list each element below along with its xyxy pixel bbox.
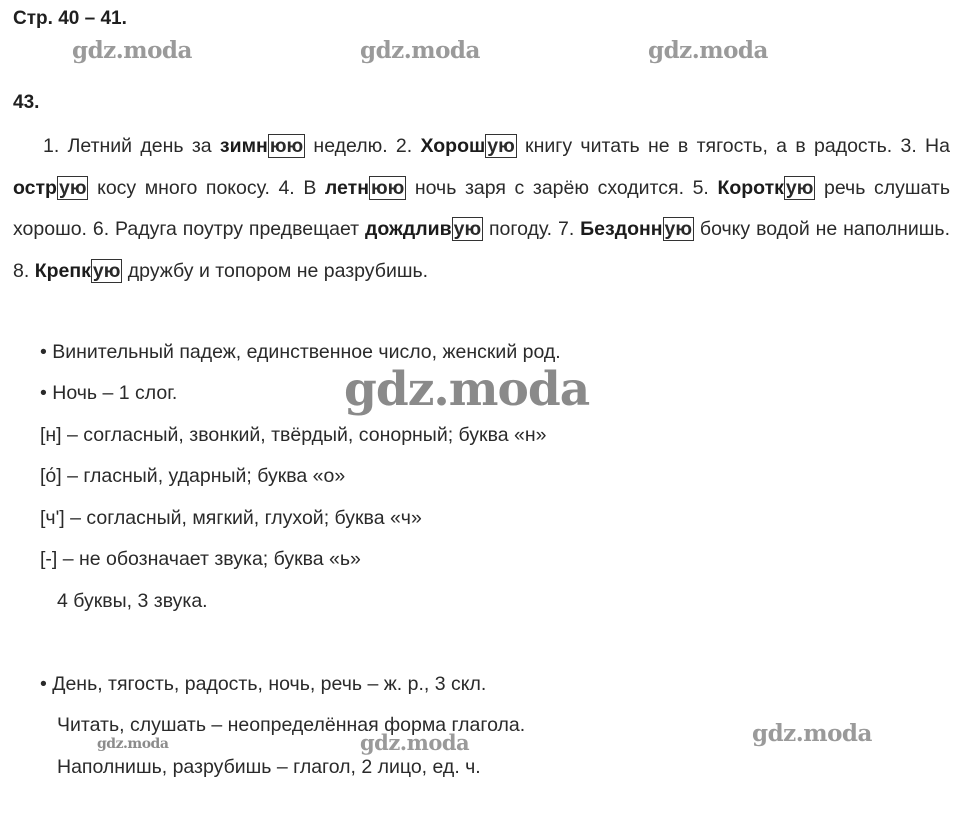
adjective-ending-box: юю	[269, 135, 304, 157]
adjective-ending-box: ую	[453, 218, 482, 240]
watermark: gdz.moda	[360, 730, 470, 755]
adjective-stem: Бездонн	[580, 218, 663, 240]
exercise-text	[13, 126, 950, 292]
adjective-stem: зимн	[219, 135, 268, 157]
adjective-stem: остр	[13, 176, 57, 199]
sentence-text: дружбу и топором не разрубишь.	[122, 259, 429, 282]
adjective-ending-box: ую	[58, 176, 87, 199]
adjective-ending-box: ую	[785, 176, 814, 199]
sentence-text: погоду. 7.	[483, 218, 581, 240]
sentence-text: книгу читать не в тягость, а в радость. 3. На	[516, 135, 950, 157]
note-line: [-] – не обозначает звука; буква «ь»	[40, 548, 361, 570]
sentence-text: неделю. 2.	[305, 135, 421, 157]
adjective-stem: Крепк	[34, 259, 91, 282]
note-line: Читать, слушать – неопределённая форма глагола.	[57, 714, 526, 736]
sentence-text: ночь заря с зарёю сходится. 5.	[406, 176, 718, 199]
watermark: gdz.moda	[360, 37, 480, 64]
task-number: 43.	[13, 92, 40, 113]
adjective-ending-box: юю	[370, 176, 405, 199]
note-line: • Винительный падеж, единственное число, женский род.	[40, 341, 561, 363]
adjective-stem: дождлив	[365, 218, 452, 240]
note-line: • Ночь – 1 слог.	[40, 382, 178, 404]
watermark-large: gdz.moda	[344, 362, 590, 417]
note-line: 4 буквы, 3 звука.	[57, 590, 208, 612]
sentence-text: бочку водой не наполнишь. 8.	[13, 218, 950, 282]
sentence-text: косу много покосу. 4. В	[88, 176, 325, 199]
watermark: gdz.moda	[72, 37, 192, 64]
note-line: Наполнишь, разрубишь – глагол, 2 лицо, ед. ч.	[57, 756, 481, 778]
adjective-stem: летн	[324, 176, 369, 199]
adjective-ending-box: ую	[664, 218, 693, 240]
note-line: [о́] – гласный, ударный; буква «о»	[40, 465, 346, 487]
watermark: gdz.moda	[752, 720, 872, 747]
note-line: [н] – согласный, звонкий, твёрдый, сонорный; буква «н»	[40, 424, 547, 446]
adjective-ending-box: ую	[92, 259, 121, 282]
adjective-stem: Хорош	[420, 135, 486, 157]
adjective-stem: Коротк	[717, 176, 784, 199]
adjective-ending-box: ую	[487, 135, 515, 157]
watermark: gdz.moda	[648, 37, 768, 64]
note-line: [ч'] – согласный, мягкий, глухой; буква «ч»	[40, 507, 422, 529]
page-header: Стр. 40 – 41.	[13, 8, 127, 29]
sentence-text: 1. Летний день за	[43, 135, 220, 157]
sentence-text: речь слушать хорошо. 6. Радуга поутру предвещает	[13, 176, 951, 240]
note-line: • День, тягость, радость, ночь, речь – ж. р., 3 скл.	[40, 673, 487, 695]
watermark: gdz.moda	[97, 736, 169, 752]
